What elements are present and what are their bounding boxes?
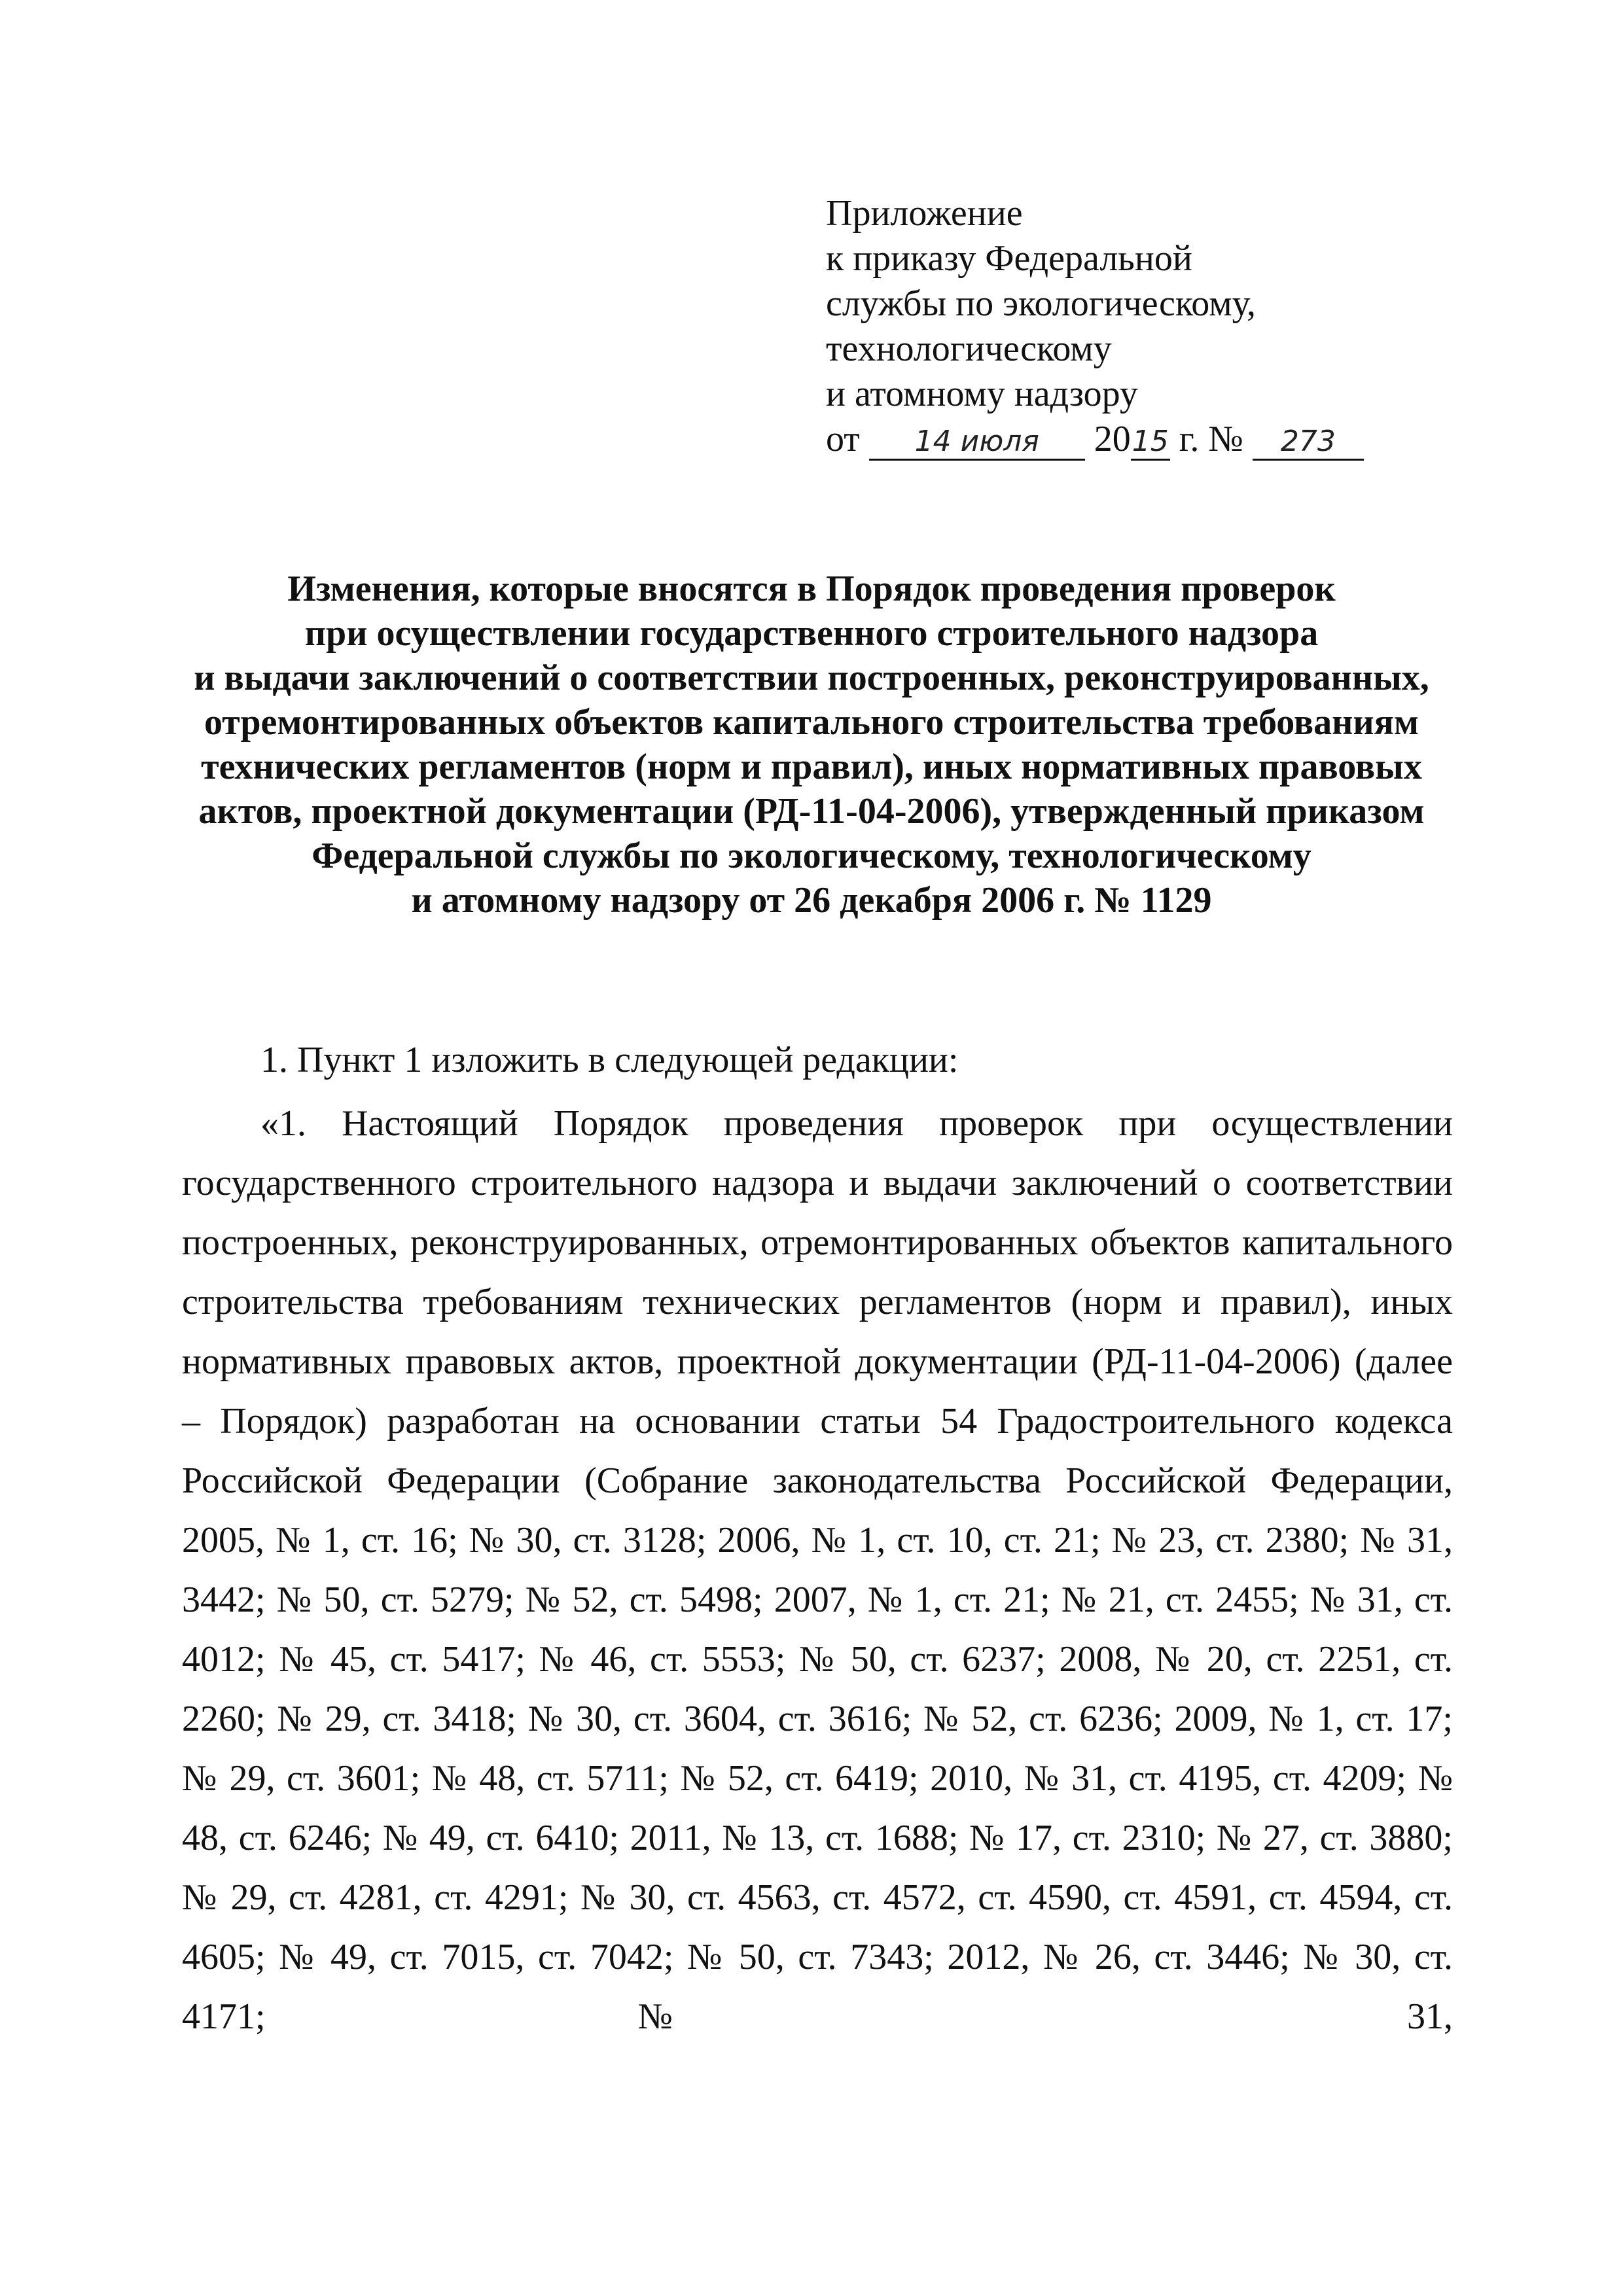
title-line: Федеральной службы по экологическому, технологическому — [312, 836, 1311, 876]
title-line: Изменения, которые вносятся в Порядок проведения проверок — [287, 569, 1336, 609]
title-line: технических регламентов (норм и правил), иных нормативных правовых — [201, 747, 1422, 787]
handwritten-date: 14 июля — [869, 425, 1085, 461]
year-suffix: г. № — [1179, 419, 1243, 459]
appendix-line: технологическому — [826, 328, 1112, 369]
handwritten-order-number: 273 — [1253, 425, 1364, 461]
title-line: при осуществлении государственного строительного надзора — [304, 613, 1319, 654]
document-body — [182, 1031, 1453, 2047]
handwritten-year: 15 — [1131, 425, 1170, 461]
appendix-header — [826, 191, 1454, 462]
appendix-line: Приложение — [826, 193, 1023, 234]
appendix-line: и атомному надзору — [826, 374, 1138, 414]
paragraph-1: 1. Пункт 1 изложить в следующей редакции: — [260, 1040, 959, 1080]
appendix-line: к приказу Федеральной — [826, 238, 1192, 279]
date-prefix: от — [826, 419, 860, 459]
order-date-line — [826, 417, 1454, 462]
title-line: и выдачи заключений о соответствии построенных, реконструированных, — [194, 658, 1429, 698]
paragraph-2: «1. Настоящий Порядок проведения проверок при осуществлении государственного строительного надзора и выдачи заключений о соответствии построенных, реконструированных, отремонтированных объектов капитального строительства требованиям технических регламентов (норм и правил), иных нормативных правовых актов, проектной документации (РД-11-04-2006) (далее – Порядок) разработан на основании статьи 54 Градостроительного кодекса Российской Федерации (Собрание законодательства Российской Федерации, 2005, № 1, ст. 16; № 30, ст. 3128; 2006, № 1, ст. 10, ст. 21; № 23, ст. 2380; № 31, 3442; № 50, ст. 5279; № 52, ст. 5498; 2007, № 1, ст. 21; № 21, ст. 2455; № 31, ст. 4012; № 45, ст. 5417; № 46, ст. 5553; № 50, ст. 6237; 2008, № 20, ст. 2251, ст. 2260; № 29, ст. 3418; № 30, ст. 3604, ст. 3616; № 52, ст. 6236; 2009, № 1, ст. 17; № 29, ст. 3601; № 48, ст. 5711; № 52, ст. 6419; 2010, № 31, ст. 4195, ст. 4209; № 48, ст. 6246; № 49, ст. 6410; 2011, № 13, ст. 1688; № 17, ст. 2310; № 27, ст. 3880; № 29, ст. 4281, ст. 4291; № 30, ст. 4563, ст. 4572, ст. 4590, ст. 4591, ст. 4594, ст. 4605; № 49, ст. 7015, ст. 7042; № 50, ст. 7343; 2012, № 26, ст. 3446; № 30, ст. 4171; № 31, — [182, 1103, 1453, 2037]
title-line: отремонтированных объектов капитального строительства требованиям — [204, 702, 1419, 743]
appendix-line: службы по экологическому, — [826, 283, 1257, 324]
title-line: и атомному надзору от 26 декабря 2006 г. № 1129 — [411, 880, 1212, 921]
year-prefix: 20 — [1094, 419, 1131, 459]
title-line: актов, проектной документации (РД-11-04-2006), утвержденный приказом — [198, 791, 1425, 832]
document-title — [151, 567, 1472, 923]
